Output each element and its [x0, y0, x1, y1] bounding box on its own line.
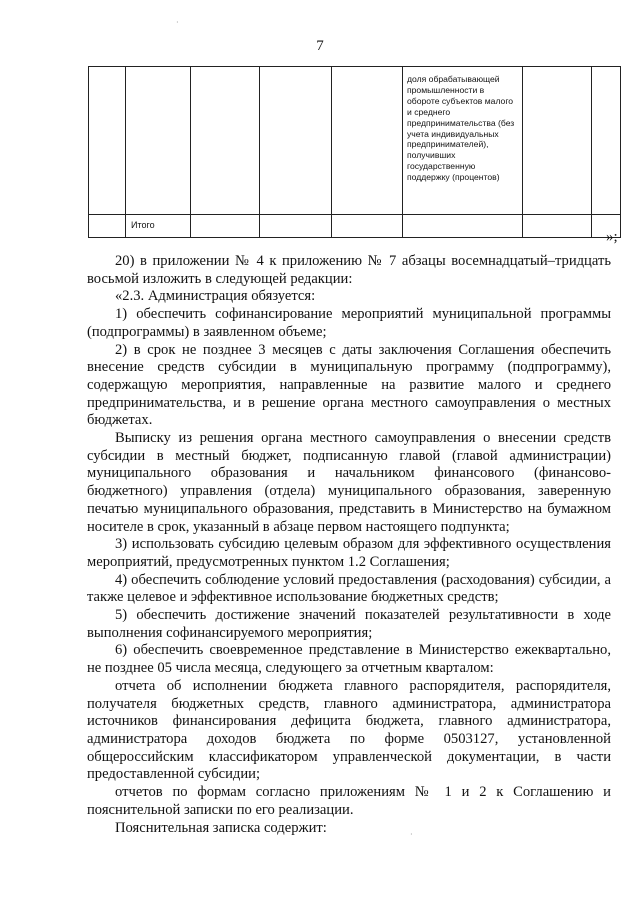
page-number: 7	[316, 38, 324, 54]
table-row-total	[89, 215, 621, 238]
paragraph: 6) обеспечить своевременное представление в Министерство ежеквартально, не позднее 05 числа месяца, следующего за отчетным кварталом:	[87, 642, 611, 677]
paragraph: 1) обеспечить софинансирование мероприятий муниципальной программы (подпрограммы) в заявленном объеме;	[87, 306, 611, 340]
paragraph: «2.3. Администрация обязуется:	[115, 288, 316, 305]
table-row	[89, 67, 621, 215]
paragraph: 4) обеспечить соблюдение условий предоставления (расходования) субсидии, а также целевое и эффективное использование бюджетных средств;	[87, 571, 611, 606]
scan-speck: ·	[410, 830, 413, 839]
table-cell	[191, 67, 260, 215]
paragraph: 20) в приложении № 4 к приложению № 7 абзацы восемнадцатый–тридцать восьмой изложить в следующей редакции:	[87, 253, 611, 287]
table-cell	[523, 67, 592, 215]
table-cell	[260, 67, 332, 215]
paragraph: Выписку из решения органа местного самоуправления о внесении средств субсидии в местный бюджет, подписанную главой (главой администрации) муниципального образования и начальником финансового (финансово-бюджетного) управления (отдела) муниципального образования, заверенную печатью муниципального образования, представить в Министерство на бумажном носителе в срок, указанный в абзаце первом настоящего подпункта;	[87, 430, 611, 535]
paragraph: 2) в срок не позднее 3 месяцев с даты заключения Соглашения обеспечить внесение средств субсидии в муниципальную программу (подпрограмму), содержащую мероприятия, направленные на развитие малого и среднего предпринимательства, и в решение органа местного самоуправления о местных бюджетах.	[87, 341, 611, 429]
paragraph: Пояснительная записка содержит:	[115, 819, 327, 836]
document-body	[87, 253, 611, 837]
table-cell	[332, 67, 403, 215]
table-cell	[260, 215, 332, 238]
table-cell	[592, 67, 621, 215]
table-cell	[126, 67, 191, 215]
table-cell	[332, 215, 403, 238]
table-fragment	[88, 66, 621, 238]
paragraph: 3) использовать субсидию целевым образом для эффективного осуществления мероприятий, предусмотренных пунктом 1.2 Соглашения;	[87, 536, 611, 570]
table-cell	[523, 215, 592, 238]
paragraph: отчетов по формам согласно приложениям № 1 и 2 к Соглашению и пояснительной записки по его реализации.	[87, 784, 611, 818]
table-cell	[191, 215, 260, 238]
paragraph: отчета об исполнении бюджета главного распорядителя, распорядителя, получателя бюджетных средств, главного администратора, администратора источников финансирования дефицита бюджета, главного администратора, администратора доходов бюджета по форме 0503127, установленной общероссийским классификатором управленческой документации, в части предоставленной субсидии;	[87, 677, 611, 783]
table-cell	[403, 215, 523, 238]
table-cell	[89, 215, 126, 238]
indicator-text: доля обрабатывающей промышленности в обороте субъектов малого и среднего предпринимательства (без учета индивидуальных предпринимателей), получивших государственную поддержку (процентов)	[407, 74, 515, 183]
table-cell	[89, 67, 126, 215]
paragraph: 5) обеспечить достижение значений показателей результативности в ходе выполнения софинансируемого мероприятия;	[87, 607, 611, 641]
total-label: Итого	[131, 220, 155, 230]
table-cell-indicator	[403, 67, 523, 215]
closing-quote: »;	[606, 229, 618, 245]
table-cell-total-label	[126, 215, 191, 238]
scan-speck: ·	[176, 18, 179, 27]
